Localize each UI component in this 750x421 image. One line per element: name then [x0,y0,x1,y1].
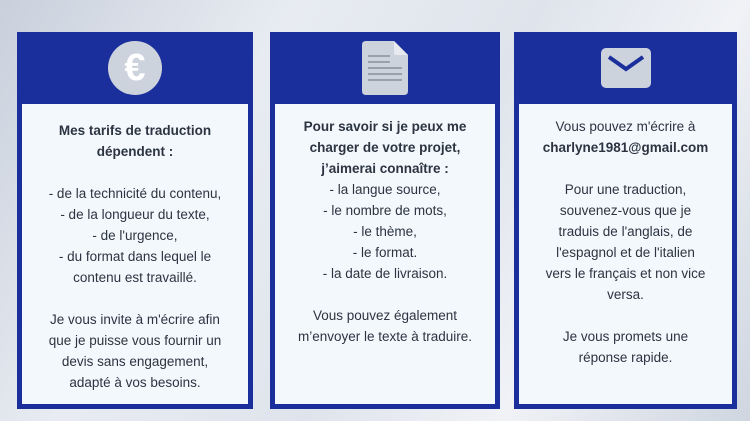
envelope-icon [601,48,651,88]
contact-panel [519,104,732,404]
footer-line: que je puisse vous fournir un [48,333,222,348]
body-line: vers le français et non vice [545,266,706,281]
email-link[interactable]: charlyne1981@gmail.com [542,140,709,155]
body-line: Pour une traduction, [564,182,687,197]
heading-line: Mes tarifs de traduction [58,123,212,138]
footer-line: réponse rapide. [578,350,673,365]
footer-line: devis sans engagement, [61,354,209,369]
list-item: contenu est travaillé. [73,270,197,285]
body-line: traduis de l'anglais, de [558,224,693,239]
list-item: - de la technicité du contenu, [48,186,222,201]
intro-text: Vous pouvez m'écrire à [555,119,696,134]
footer-line: m’envoyer le texte à traduire. [297,329,473,344]
heading-line: dépendent : [96,144,174,159]
list-item: - le format. [352,245,418,260]
euro-icon: € [108,41,162,95]
body-line: l'espagnol et de l'italien [556,245,695,260]
list-item: - le nombre de mots, [323,203,447,218]
project-panel [275,104,495,404]
document-icon [362,41,408,95]
footer-line: Vous pouvez également [312,308,458,323]
contact-card [514,32,737,409]
footer-line: Je vous promets une [562,329,689,344]
project-card [270,32,500,409]
list-item: - de l'urgence, [92,228,178,243]
list-item: - la langue source, [329,182,441,197]
heading-line: j’aimerai connaître : [321,161,449,176]
pricing-card [17,32,253,409]
footer-line: Je vous invite à m'écrire afin [50,312,220,327]
pricing-panel [22,104,248,404]
heading-line: charger de votre projet, [309,140,461,155]
list-item: - la date de livraison. [322,266,448,281]
body-line: versa. [607,287,644,302]
heading-line: Pour savoir si je peux me [303,119,467,134]
list-item: - de la longueur du texte, [60,207,210,222]
body-line: souvenez-vous que je [559,203,692,218]
footer-line: adapté à vos besoins. [69,375,201,390]
list-item: - le thème, [353,224,417,239]
list-item: - du format dans lequel le [58,249,212,264]
